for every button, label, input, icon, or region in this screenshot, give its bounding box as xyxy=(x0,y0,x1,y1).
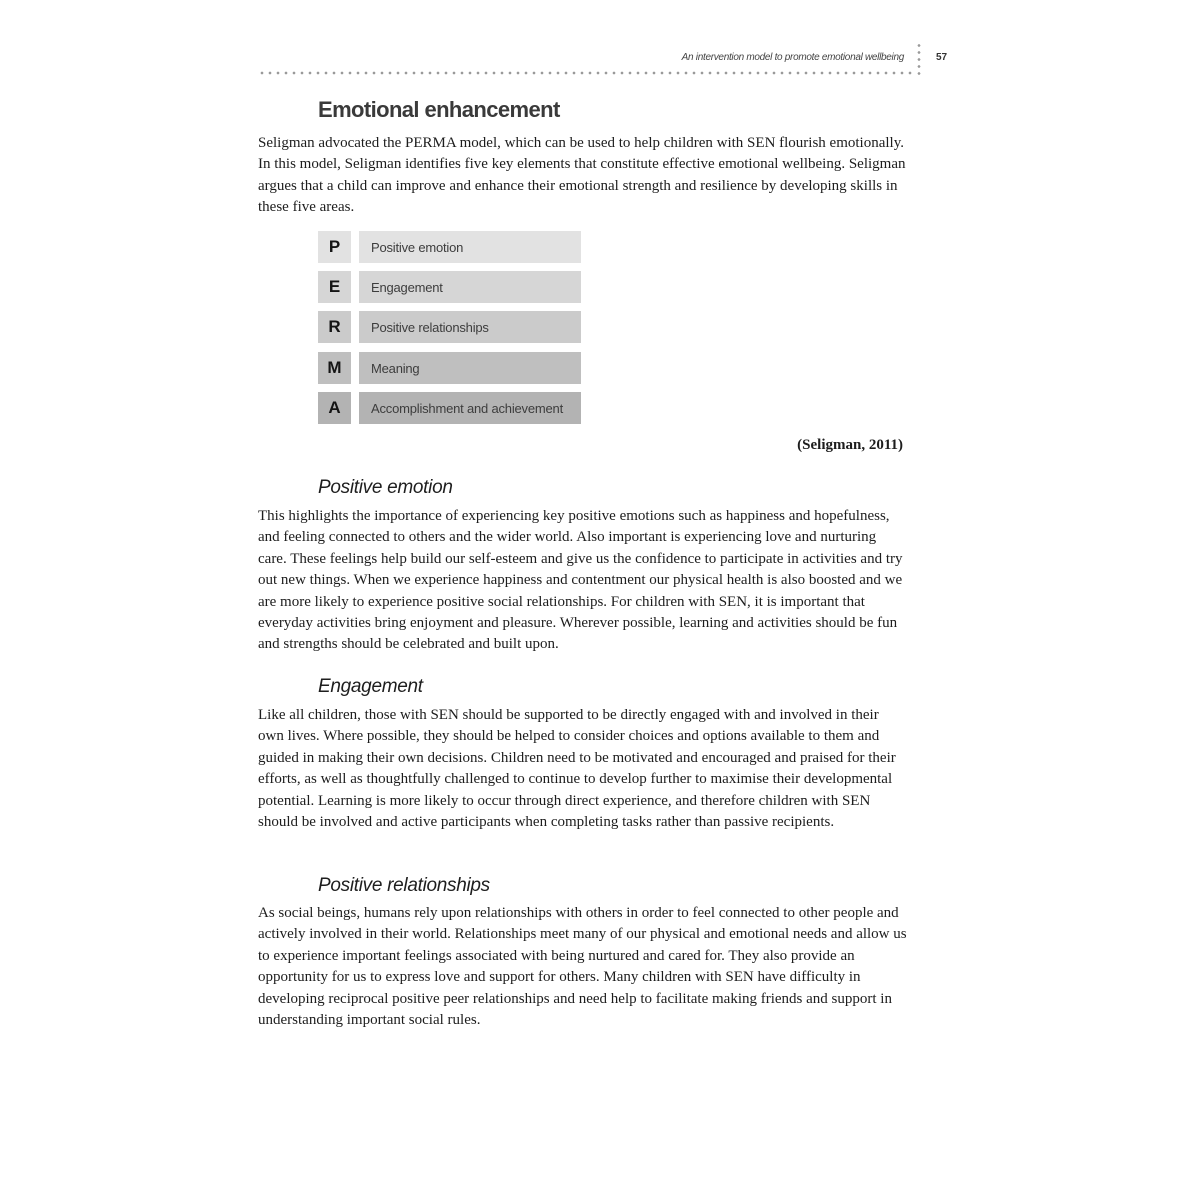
perma-row-a xyxy=(318,392,581,424)
perma-label: Engagement xyxy=(359,271,581,303)
subheading-engagement: Engagement xyxy=(318,676,423,697)
paragraph-positive-emotion: This highlights the importance of experiencing key positive emotions such as happiness and hopefulness, and feeling connected to others and the wider world. Also important is experiencing love and nurturing care. These feelings help build our self-esteem and give us the confidence to participate in activities and try out new things. When we experience happiness and contentment our physical health is also boosted and we are more likely to experience positive social relationships. For children with SEN, it is important that everyday activities bring enjoyment and pleasure. Wherever possible, learning and activities should be fun and strengths should be celebrated and built upon. xyxy=(258,508,903,653)
paragraph-engagement: Like all children, those with SEN should be supported to be directly engaged with and involved in their own lives. Where possible, they should be helped to consider choices and options available to them and guided in making their own decisions. Children need to be motivated and encouraged and praised for their efforts, as well as thoughtfully challenged to continue to develop further to maximise their developmental potential. Learning is more likely to occur through direct experience, and therefore children with SEN should be involved and active participants when completing tasks rather than passive recipients. xyxy=(258,707,896,831)
perma-letter: A xyxy=(318,392,351,424)
header-dotted-rule xyxy=(258,71,914,75)
perma-row-m xyxy=(318,352,581,384)
perma-row-e xyxy=(318,271,581,303)
perma-letter: M xyxy=(318,352,351,384)
perma-label: Accomplishment and achievement xyxy=(359,392,581,424)
intro-paragraph: Seligman advocated the PERMA model, which can be used to help children with SEN flourish emotionally. In this model, Seligman identifies five key elements that constitute effective emotional wellbeing. Seligman argues that a child can improve and enhance their emotional strength and resilience by developing skills in these five areas. xyxy=(258,135,906,216)
page-number: 57 xyxy=(936,52,948,63)
citation: (Seligman, 2011) xyxy=(797,437,903,453)
perma-row-r xyxy=(318,311,581,343)
perma-label: Positive emotion xyxy=(359,231,581,263)
subheading-positive-relationships: Positive relationships xyxy=(318,875,490,896)
perma-letter: E xyxy=(318,271,351,303)
subheading-positive-emotion: Positive emotion xyxy=(318,477,453,498)
paragraph-positive-relationships: As social beings, humans rely upon relationships with others in order to feel connected to other people and actively involved in their world. Relationships meet many of our physical and emotional needs and allow us to experience important feelings associated with being nurtured and cared for. They also provide an opportunity for us to express love and support for others. Many children with SEN have difficulty in developing reciprocal positive peer relationships and need help to facilitate making friends and support in understanding important social rules. xyxy=(258,905,907,1029)
header-vertical-dot-rule xyxy=(917,42,921,78)
perma-label: Meaning xyxy=(359,352,581,384)
running-head: An intervention model to promote emotional wellbeing xyxy=(681,52,904,63)
section-title: Emotional enhancement xyxy=(318,97,560,122)
perma-letter: P xyxy=(318,231,351,263)
perma-row-p xyxy=(318,231,581,263)
perma-letter: R xyxy=(318,311,351,343)
perma-label: Positive relationships xyxy=(359,311,581,343)
